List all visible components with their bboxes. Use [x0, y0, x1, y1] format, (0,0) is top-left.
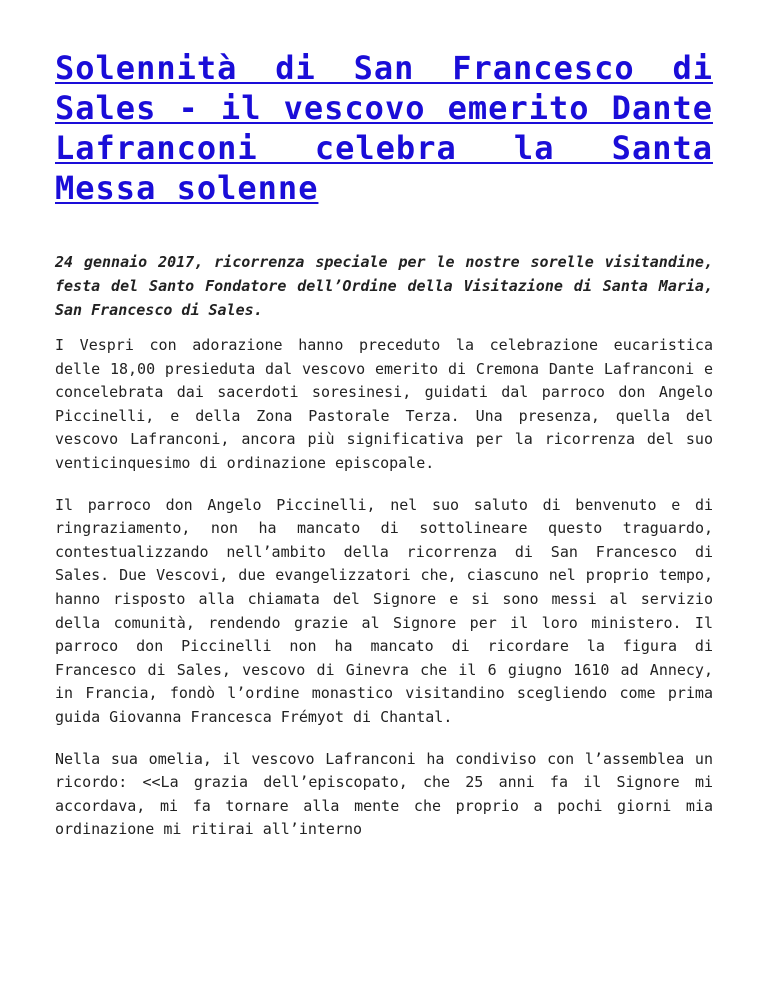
- article: [55, 48, 713, 842]
- article-lead: 24 gennaio 2017, ricorrenza speciale per le nostre sorelle visitandine, festa del Santo Fondatore dell’Ordine della Visitazione di Santa Maria, San Francesco di Sales.: [55, 253, 713, 319]
- article-paragraph-1: I Vespri con adorazione hanno preceduto la celebrazione eucaristica delle 18,00 presieduta dal vescovo emerito di Cremona Dante Lafranconi e concelebrata dai sacerdoti soresinesi, guidati dal parroco don Angelo Piccinelli, e della Zona Pastorale Terza. Una presenza, quella del vescovo Lafranconi, ancora più significativa per la ricorrenza del suo venticinquesimo di ordinazione episcopale.: [55, 336, 713, 472]
- article-paragraph-2: Il parroco don Angelo Piccinelli, nel suo saluto di benvenuto e di ringraziamento, non ha mancato di sottolineare questo traguardo, contestualizzando nell’ambito della ricorrenza di San Francesco di Sales. Due Vescovi, due evangelizzatori che, ciascuno nel proprio tempo, hanno risposto alla chiamata del Signore e si sono messi al servizio della comunità, rendendo grazie al Signore per il loro ministero. Il parroco don Piccinelli non ha mancato di ricordare la figura di Francesco di Sales, vescovo di Ginevra che il 6 giugno 1610 ad Annecy, in Francia, fondò l’ordine monastico visitandino scegliendo come prima guida Giovanna Francesca Frémyot di Chantal.: [55, 495, 713, 726]
- article-title: [55, 48, 713, 208]
- article-paragraph-3: Nella sua omelia, il vescovo Lafranconi ha condiviso con l’assemblea un ricordo: <<La grazia dell’episcopato, che 25 anni fa il Signore mi accordava, mi fa tornare alla mente che proprio a pochi giorni mia ordinazione mi ritirai all’interno: [55, 749, 713, 839]
- article-title-link[interactable]: Solennità di San Francesco di Sales - il vescovo emerito Dante Lafranconi celebra la Santa Messa solenne: [55, 49, 713, 207]
